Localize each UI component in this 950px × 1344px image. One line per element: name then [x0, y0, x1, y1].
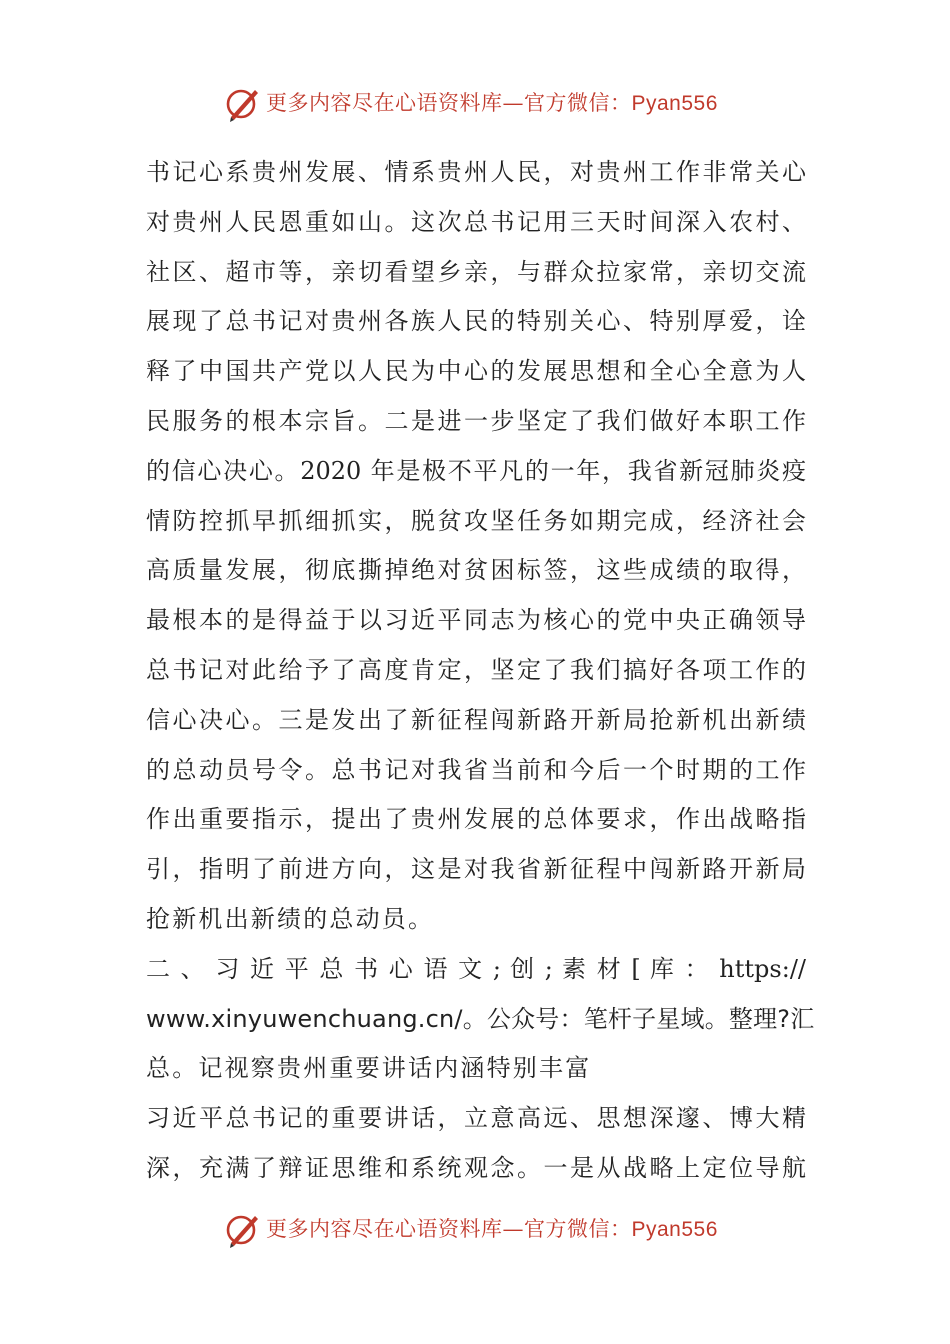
- body-line: 作出重要指示，提出了贵州发展的总体要求，作出战略指: [146, 805, 806, 834]
- body-line: 深，充满了辩证思维和系统观念。一是从战略上定位导航: [146, 1153, 806, 1182]
- body-line: 信心决心。三是发出了新征程闯新路开新局抢新机出新绩: [146, 705, 806, 734]
- body-line: 的总动员号令。总书记对我省当前和今后一个时期的工作: [146, 755, 806, 784]
- url-line: www.xinyuwenchuang.cn/。公众号：笔杆子星域。整理?汇: [146, 1004, 815, 1033]
- body-line: 社区、超市等，亲切看望乡亲，与群众拉家常，亲切交流: [146, 257, 806, 286]
- header-banner-wechat-id: Pyan556: [631, 92, 718, 115]
- body-line: 的信心决心。2020 年是极不平凡的一年，我省新冠肺炎疫: [146, 456, 806, 485]
- body-line: 展现了总书记对贵州各族人民的特别关心、特别厚爱，诠: [146, 307, 806, 336]
- header-banner: [0, 84, 950, 124]
- header-banner-official: 官方微信：: [524, 91, 632, 115]
- footer-banner: [0, 1210, 950, 1250]
- header-banner-separator: —: [502, 91, 524, 115]
- header-banner-text: [266, 88, 718, 119]
- body-line: 书记心系贵州发展、情系贵州人民，对贵州工作非常关心: [146, 158, 806, 186]
- header-banner-cn: 更多内容尽在心语资料库: [266, 91, 503, 115]
- body-line: 总。记视察贵州重要讲话内涵特别丰富: [146, 1054, 592, 1083]
- section-heading-line: 二 、 习 近 平 总 书 心 语 文 ; 创 ; 素 材 [ 库 ： https://: [146, 954, 806, 983]
- footer-banner-wechat-id: Pyan556: [631, 1218, 718, 1241]
- body-line: 高质量发展，彻底撕掉绝对贫困标签，这些成绩的取得，: [146, 556, 806, 585]
- body-line: 习近平总书记的重要讲话，立意高远、思想深邃、博大精: [146, 1104, 806, 1133]
- footer-banner-text: [266, 1214, 718, 1245]
- pen-logo-icon: [225, 84, 261, 124]
- body-line: 引，指明了前进方向，这是对我省新征程中闯新路开新局: [146, 855, 806, 884]
- footer-banner-official: 官方微信：: [524, 1217, 632, 1241]
- pen-logo-icon: [225, 1210, 261, 1250]
- body-line: 民服务的根本宗旨。二是进一步坚定了我们做好本职工作: [146, 406, 806, 435]
- body-line: 对贵州人民恩重如山。这次总书记用三天时间深入农村、: [146, 207, 806, 236]
- document-body: [146, 148, 815, 1194]
- body-line: 抢新机出新绩的总动员。: [146, 904, 435, 933]
- body-line: 总书记对此给予了高度肯定，坚定了我们搞好各项工作的: [146, 655, 806, 684]
- body-line: 情防控抓早抓细抓实，脱贫攻坚任务如期完成，经济社会: [146, 506, 806, 535]
- footer-banner-separator: —: [502, 1217, 524, 1241]
- footer-banner-cn: 更多内容尽在心语资料库: [266, 1217, 503, 1241]
- body-line: 释了中国共产党以人民为中心的发展思想和全心全意为人: [146, 357, 806, 386]
- body-line: 最根本的是得益于以习近平同志为核心的党中央正确领导: [146, 606, 806, 635]
